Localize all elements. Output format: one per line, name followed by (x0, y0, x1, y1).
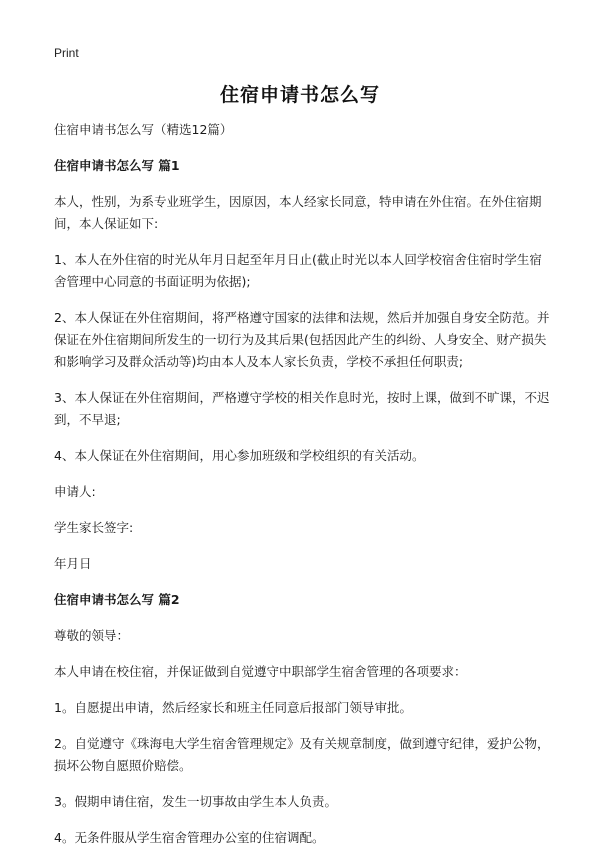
section-2-paragraph: 本人申请在校住宿，并保证做到自觉遵守中职部学生宿舍管理的各项要求： (54, 664, 467, 679)
section-1-paragraph: 3、本人保证在外住宿期间，严格遵守学校的相关作息时光，按时上课，做到不旷课，不迟到，不早退; (54, 390, 550, 427)
applicant-signature-line: 申请人: (54, 484, 96, 499)
section-1-paragraph: 2、本人保证在外住宿期间，将严格遵守国家的法律和法规，然后并加强自身安全防范。并保证在外住宿期间所发生的一切行为及其后果(包括因此产生的纠纷、人身安全、财产损失和影响学习及群众活动等)均由本人及本人家长负责，学校不承担任何职责; (54, 310, 550, 369)
page-title: 住宿申请书怎么写 (219, 84, 380, 106)
section-1-paragraph: 1、本人在外住宿的时光从年月日起至年月日止(截止时光以本人回学校宿舍住宿时学生宿舍管理中心同意的书面证明为依据); (54, 252, 542, 289)
section-1-paragraph: 本人，性别，为系专业班学生，因原因，本人经家长同意，特申请在外住宿。在外住宿期间，本人保证如下: (54, 194, 542, 231)
document-subtitle: 住宿申请书怎么写（精选12篇） (54, 122, 233, 137)
section-2-paragraph: 3。假期申请住宿，发生一切事故由学生本人负责。 (54, 794, 337, 809)
section-1-heading: 住宿申请书怎么写 篇1 (54, 158, 180, 173)
section-2-heading: 住宿申请书怎么写 篇2 (54, 592, 180, 607)
document-body (54, 119, 554, 863)
section-2-paragraph: 2。自觉遵守《珠海电大学生宿舍管理规定》及有关规章制度，做到遵守纪律，爱护公物，损坏公物自愿照价赔偿。 (54, 736, 550, 773)
print-link[interactable]: Print (54, 46, 79, 60)
date-line: 年月日 (54, 556, 92, 571)
section-2-paragraph: 尊敬的领导： (54, 628, 130, 643)
section-2-paragraph: 4。无条件服从学生宿舍管理办公室的住宿调配。 (54, 830, 325, 845)
section-2-paragraph: 1。自愿提出申请，然后经家长和班主任同意后报部门领导审批。 (54, 700, 412, 715)
section-1-paragraph: 4、本人保证在外住宿期间，用心参加班级和学校组织的有关活动。 (54, 448, 425, 463)
parent-signature-line: 学生家长签字: (54, 520, 134, 535)
